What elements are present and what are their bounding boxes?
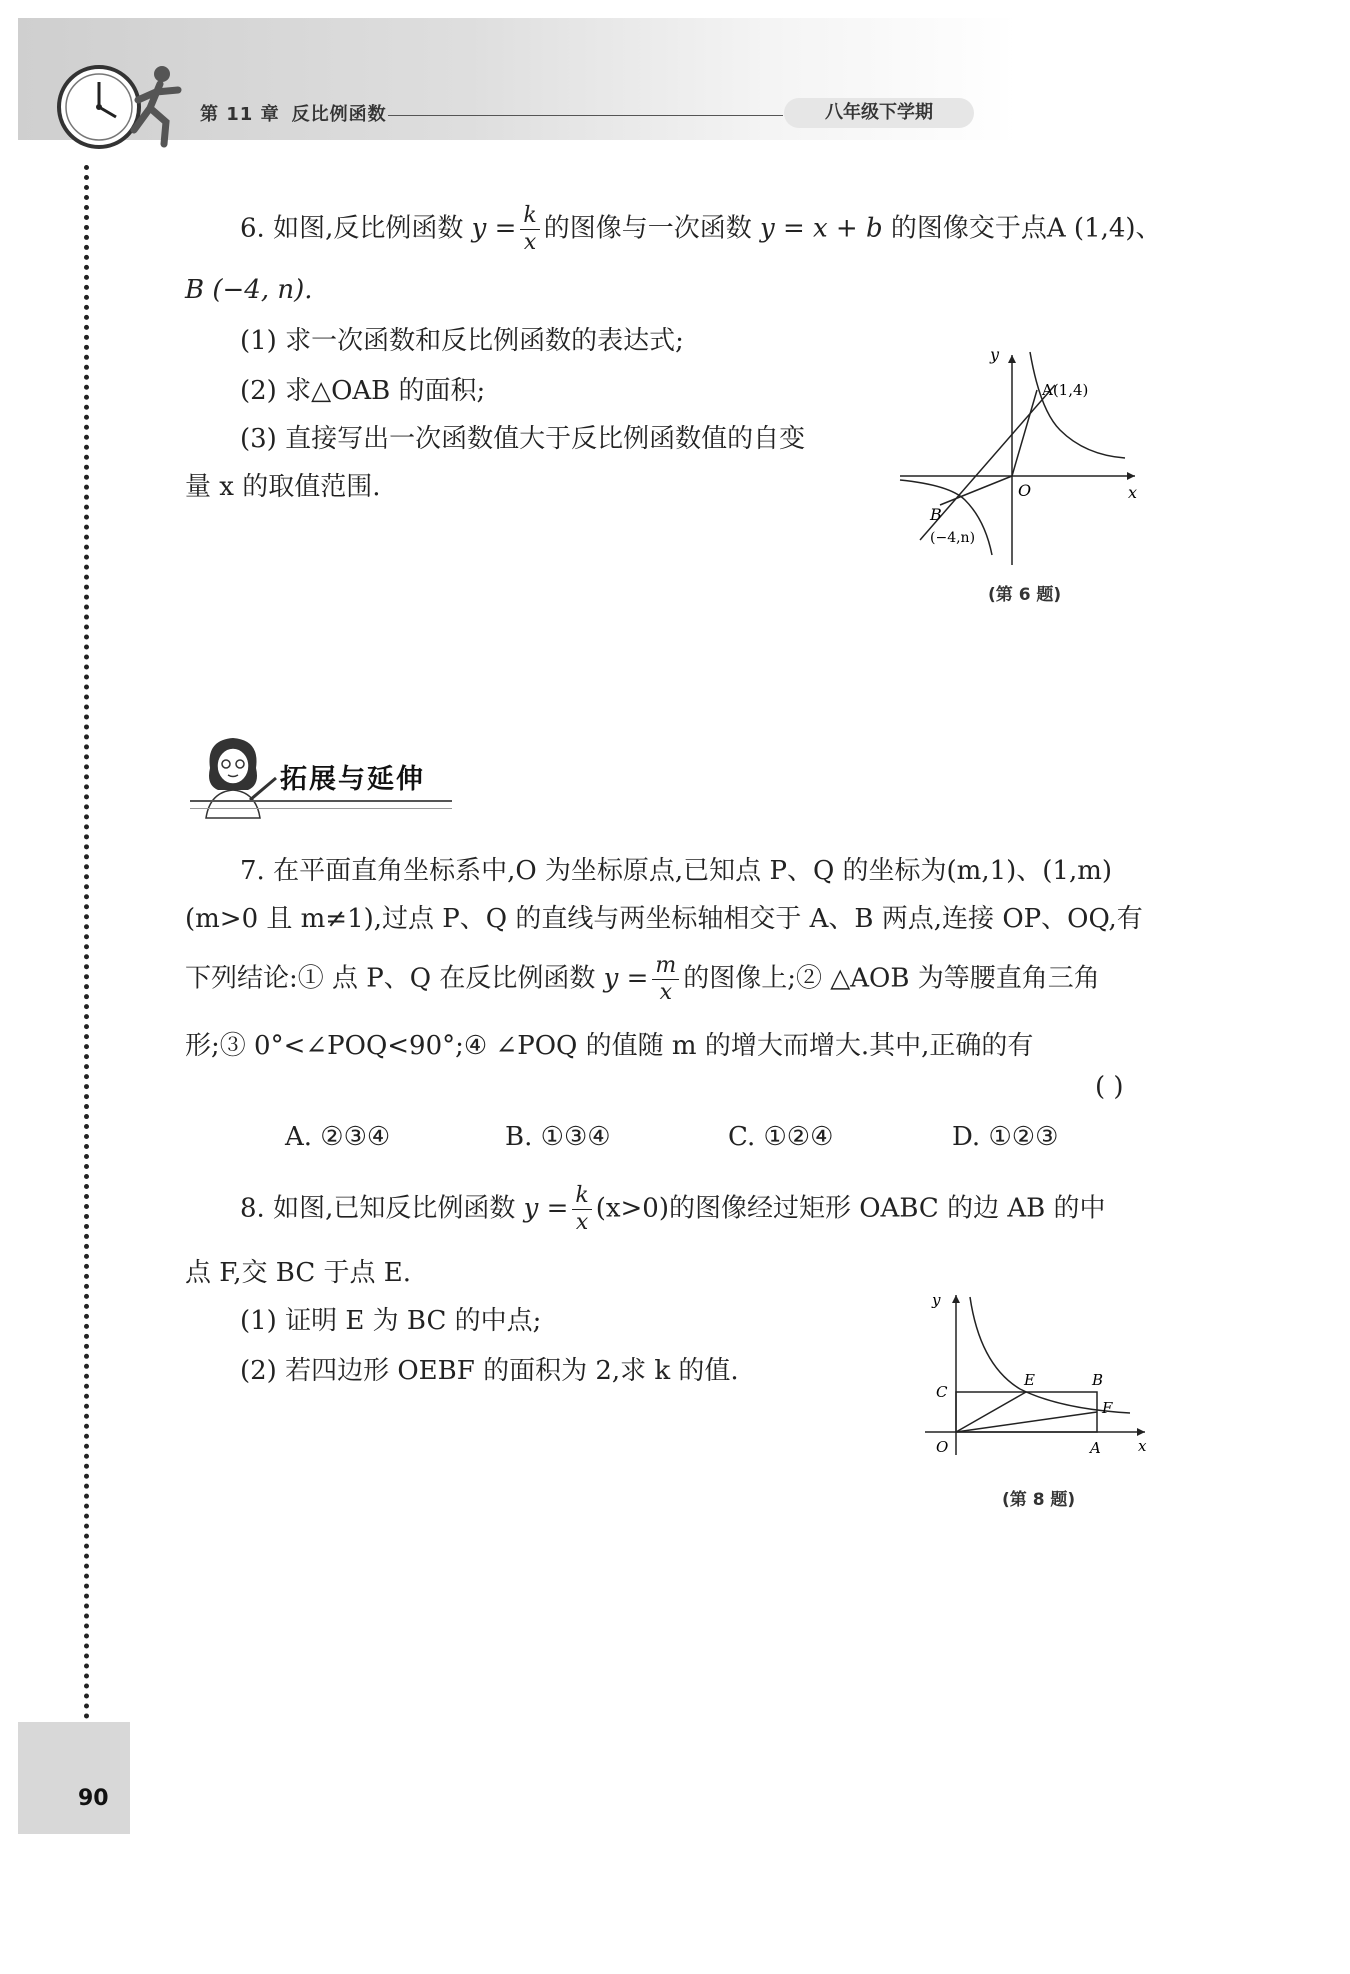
- q7-option-c: C. ①②④: [728, 1122, 834, 1152]
- q6-y-equals: y =: [471, 213, 517, 244]
- q6-line-1: [240, 205, 1162, 254]
- q7-option-d: D. ①②③: [952, 1122, 1059, 1152]
- q8-text-b: (x>0)的图像经过矩形 OABC 的边 AB 的中: [595, 1193, 1106, 1224]
- grade-badge: 八年级下学期: [784, 98, 974, 128]
- q6-part-3b: 量 x 的取值范围.: [185, 472, 381, 502]
- q8-frac-den: x: [575, 1210, 589, 1235]
- q6-fraction: [520, 205, 539, 254]
- page-number: 90: [78, 1786, 109, 1811]
- q8-fig-y-label: y: [932, 1291, 941, 1309]
- q8-fig-point-a: A: [1090, 1439, 1101, 1457]
- q8-hyperbola: [970, 1297, 1130, 1413]
- q6-line-2: B (−4, n).: [185, 275, 313, 305]
- q8-part-2: (2) 若四边形 OEBF 的面积为 2,求 k 的值.: [240, 1356, 739, 1386]
- q6-fig-origin: O: [1018, 481, 1032, 500]
- q8-fig-point-f: F: [1102, 1399, 1113, 1417]
- q8-fig-x-label: x: [1138, 1437, 1147, 1455]
- q7-y-equals: y =: [603, 963, 649, 994]
- q6-frac-num: k: [520, 205, 539, 230]
- q6-part-1: (1) 求一次函数和反比例函数的表达式;: [240, 326, 684, 356]
- q8-frac-num: k: [572, 1185, 591, 1210]
- q6-linear-expr: y = x + b: [759, 213, 883, 244]
- q8-part-1: (1) 证明 E 为 BC 的中点;: [240, 1306, 542, 1336]
- page-number-box: [18, 1722, 130, 1834]
- q6-frac-den: x: [523, 230, 537, 255]
- chapter-heading: [200, 100, 399, 126]
- q8-segment-OF: [956, 1412, 1097, 1432]
- q8-fig-origin: O: [936, 1438, 949, 1456]
- q8-y-equals: y =: [523, 1193, 569, 1224]
- q7-line-4: 形;③ 0°<∠POQ<90°;④ ∠POQ 的值随 m 的增大而增大.其中,正确的有: [185, 1031, 1034, 1061]
- q8-fig-point-b: B: [1092, 1371, 1104, 1389]
- q8-figure: [920, 1285, 1160, 1470]
- q7-frac-num: m: [652, 955, 679, 980]
- q8-line-2: 点 F,交 BC 于点 E.: [185, 1258, 412, 1288]
- q6-figure: [890, 340, 1150, 570]
- q8-fraction: [572, 1185, 591, 1234]
- q8-rectangle-OABC: [956, 1392, 1097, 1432]
- chapter-number: 第 11 章: [200, 104, 280, 125]
- q7-line-2: (m>0 且 m≠1),过点 P、Q 的直线与两坐标轴相交于 A、B 两点,连接 OP、OQ,有: [185, 904, 1143, 934]
- q6-text: 6. 如图,反比例函数: [240, 213, 464, 244]
- q6-fig-x-label: x: [1128, 483, 1138, 502]
- q8-fig-point-e: E: [1024, 1371, 1035, 1389]
- q8-fig-point-c: C: [936, 1383, 948, 1401]
- q8-figure-caption: (第 8 题): [1002, 1490, 1076, 1510]
- q6-fig-point-b: B: [930, 505, 942, 524]
- q7-text-b: 的图像上;② △AOB 为等腰直角三角: [683, 963, 1100, 994]
- q8-text-a: 8. 如图,已知反比例函数: [240, 1193, 516, 1224]
- q7-text-a: 下列结论:① 点 P、Q 在反比例函数: [185, 963, 596, 994]
- q6-part-2: (2) 求△OAB 的面积;: [240, 376, 486, 406]
- q6-segment-OA: [1012, 390, 1037, 476]
- q8-segment-OE: [956, 1392, 1026, 1432]
- q6-fig-point-a: A(1,4): [1042, 381, 1089, 399]
- chapter-title: 反比例函数: [291, 104, 387, 125]
- runner-icon: [120, 60, 200, 150]
- q6-hyperbola-q1: [1030, 352, 1125, 458]
- q6-part-3a: (3) 直接写出一次函数值大于反比例函数值的自变: [240, 424, 806, 454]
- q6-text-b: 的图像与一次函数: [543, 213, 752, 244]
- section-title: 拓展与延伸: [280, 764, 425, 795]
- q6-figure-caption: (第 6 题): [988, 585, 1062, 605]
- q7-option-b: B. ①③④: [505, 1122, 611, 1152]
- q7-line-3: [185, 955, 1100, 1004]
- q7-line-1: 7. 在平面直角坐标系中,O 为坐标原点,已知点 P、Q 的坐标为(m,1)、(1,m): [240, 856, 1113, 886]
- q7-fraction: [652, 955, 679, 1004]
- q8-line-1: [240, 1185, 1106, 1234]
- header-rule: [388, 115, 783, 116]
- q6-fig-y-label: y: [990, 345, 1000, 364]
- q7-frac-den: x: [659, 980, 673, 1005]
- q6-text-c: 的图像交于点A (1,4)、: [890, 213, 1162, 244]
- dotted-margin-line: [84, 165, 89, 1720]
- q7-answer-bracket: ( ): [1095, 1072, 1124, 1102]
- q7-option-a: A. ②③④: [285, 1122, 391, 1152]
- section-underline: [190, 800, 452, 809]
- q6-fig-point-b-coord: (−4,n): [930, 530, 976, 546]
